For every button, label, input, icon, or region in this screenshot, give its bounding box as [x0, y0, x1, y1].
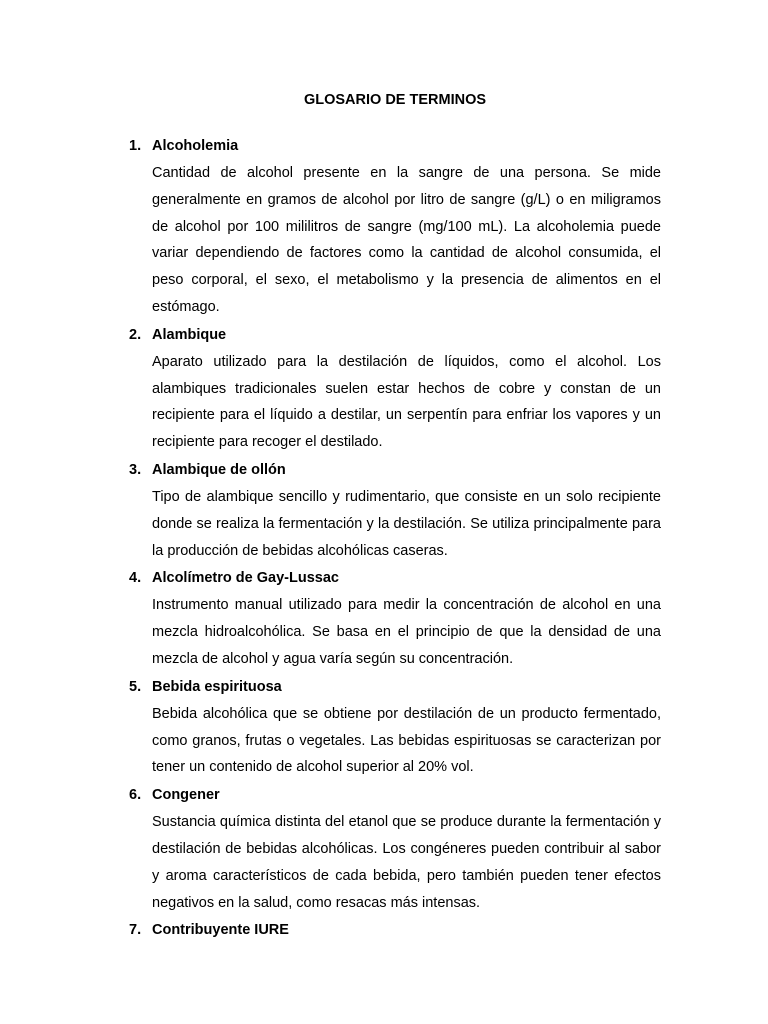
entry-term: Alambique de ollón	[152, 461, 286, 478]
entry-number: 6.	[129, 787, 142, 804]
glossary-entry	[0, 137, 768, 321]
entry-term: Contribuyente IURE	[152, 922, 289, 939]
entry-term: Congener	[152, 787, 220, 804]
entry-term: Bebida espirituosa	[152, 678, 282, 695]
glossary-list	[0, 137, 768, 939]
glossary-entry	[0, 461, 768, 564]
glossary-entry	[0, 569, 768, 672]
entry-term: Alcolímetro de Gay-Lussac	[152, 570, 339, 587]
glossary-entry	[0, 786, 768, 916]
glossary-entry	[0, 921, 768, 939]
entry-definition: Cantidad de alcohol presente en la sangre de una persona. Se mide generalmente en gramos de alcohol por litro de sangre (g/L) o en miligramos de alcohol por 100 mililitros de sangre (mg/100 mL). La alcoholemia puede variar dependiendo de factores como la cantidad de alcohol consumida, el peso corporal, el sexo, el metabolismo y la presencia de alimentos en el estómago.	[152, 165, 661, 315]
entry-term: Alcoholemia	[152, 138, 239, 154]
glossary-entry	[0, 678, 768, 781]
entry-definition: Tipo de alambique sencillo y rudimentario, que consiste en un solo recipiente donde se realiza la fermentación y la destilación. Se utiliza principalmente para la producción de bebidas alcohólicas caseras.	[152, 488, 661, 559]
entry-definition: Aparato utilizado para la destilación de líquidos, como el alcohol. Los alambiques tradicionales suelen estar hechos de cobre y constan de un recipiente para el líquido a destilar, un serpentín para enfriar los vapores y un recipiente para recoger el destilado.	[152, 353, 661, 451]
entry-definition: Bebida alcohólica que se obtiene por destilación de un producto fermentado, como granos, frutas o vegetales. Las bebidas espirituosas se caracterizan por tener un contenido de alcohol superior al 20% vol.	[152, 705, 661, 776]
entry-term: Alambique	[152, 326, 227, 343]
entry-definition: Sustancia química distinta del etanol que se produce durante la fermentación y destilación de bebidas alcohólicas. Los congéneres pueden contribuir al sabor y aroma característicos de cada bebida, pero también pueden tener efectos negativos en la salud, como resacas más intensas.	[152, 814, 661, 911]
entry-number: 5.	[129, 678, 142, 695]
document-title: GLOSARIO DE TERMINOS	[303, 92, 487, 108]
entry-number: 1.	[129, 138, 142, 154]
entry-number: 2.	[129, 326, 142, 343]
glossary-entry	[0, 326, 768, 456]
entry-number: 3.	[129, 461, 142, 478]
entry-definition: Instrumento manual utilizado para medir la concentración de alcohol en una mezcla hidroalcohólica. Se basa en el principio de que la densidad de una mezcla de alcohol y agua varía según su concentración.	[152, 597, 661, 667]
entry-number: 7.	[129, 922, 142, 939]
entry-number: 4.	[129, 570, 142, 587]
